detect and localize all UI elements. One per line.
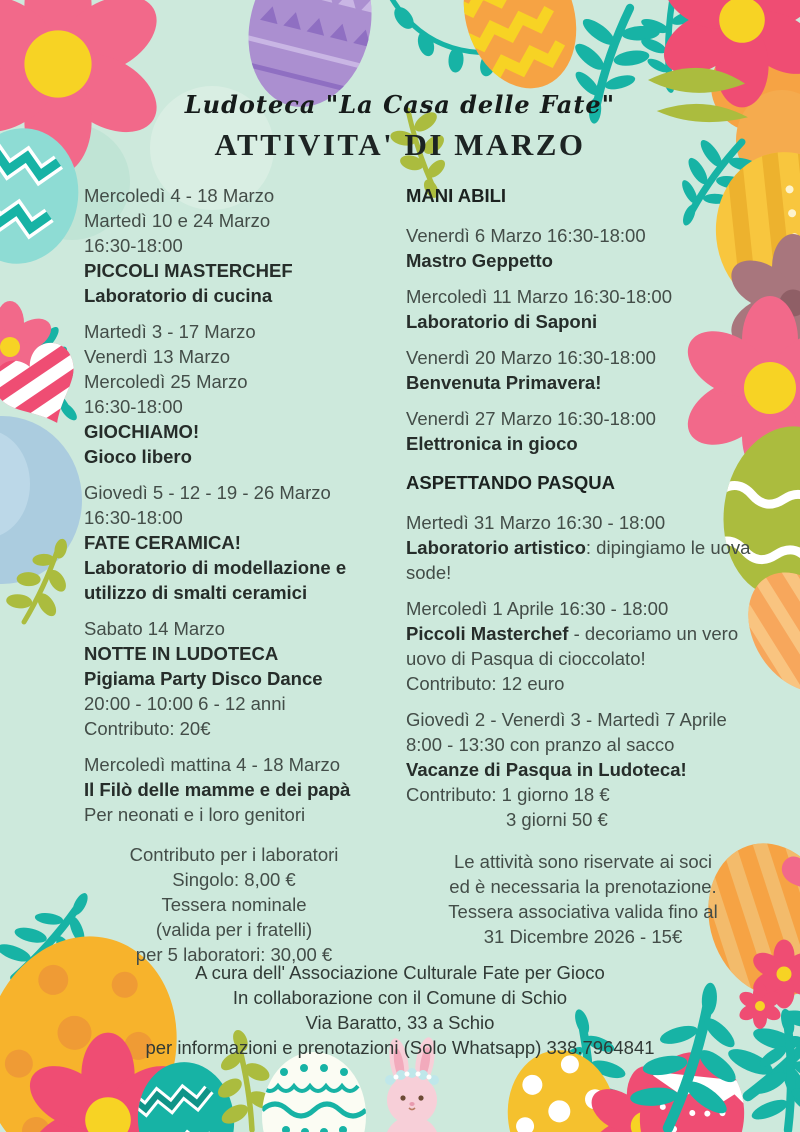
footer-line: In collaborazione con il Comune di Schio <box>232 987 568 1008</box>
event-date-line: Mertedì 31 Marzo 16:30 - 18:00 <box>406 512 666 533</box>
event-date-line: Mercoledì 25 Marzo <box>84 371 248 392</box>
event-description: : dipingiamo le uova sode! <box>406 537 751 583</box>
event-title: Mastro Geppetto <box>406 250 553 271</box>
fee-line: Tessera nominale <box>161 894 307 915</box>
note-line: Le attività sono riservate ai soci <box>453 851 713 872</box>
ludoteca-subtitle: Ludoteca "La Casa delle Fate" <box>184 90 616 119</box>
event-time-line: 16:30-18:00 <box>84 235 183 256</box>
event-piccoli-masterchef-pasqua <box>406 596 760 696</box>
event-date-line: Mercoledì mattina 4 - 18 Marzo <box>84 754 341 775</box>
fee-line: Contributo per i laboratori <box>129 844 339 865</box>
event-laboratorio-saponi <box>406 284 760 334</box>
event-time-line: 16:30-18:00 <box>84 507 183 528</box>
event-mastro-geppetto <box>406 223 760 273</box>
event-date-line: Mercoledì 1 Aprile 16:30 - 18:00 <box>406 598 669 619</box>
event-title: Elettronica in gioco <box>406 433 578 454</box>
footer-line: per informazioni e prenotazioni (Solo Whatsapp) 338.7964841 <box>145 1037 655 1058</box>
event-title: Benvenuta Primavera! <box>406 372 602 393</box>
event-date-line: Mercoledì 4 - 18 Marzo <box>84 185 275 206</box>
event-date-line: Giovedì 5 - 12 - 19 - 26 Marzo <box>84 482 331 503</box>
event-description: - decoriamo un vero uovo di Pasqua di cioccolato! <box>406 623 739 669</box>
fee-line: Singolo: 8,00 € <box>172 869 296 890</box>
decorated-egg-icon <box>262 1052 366 1132</box>
note-line: ed è necessaria la prenotazione. <box>449 876 717 897</box>
event-title: Piccoli Masterchef <box>406 623 569 644</box>
event-fee-line: Contributo: 20€ <box>84 718 211 739</box>
event-date-line: Venerdì 27 Marzo 16:30-18:00 <box>406 408 656 429</box>
event-time-line: 16:30-18:00 <box>84 396 183 417</box>
event-fee-line: Contributo: 12 euro <box>406 673 565 694</box>
page-title: ATTIVITA' DI MARZO <box>214 127 586 162</box>
event-title: Il Filò delle mamme e dei papà <box>84 779 351 800</box>
event-notte-in-ludoteca <box>84 616 384 741</box>
event-subtitle: Gioco libero <box>84 446 192 467</box>
section-title-mani-abili: MANI ABILI <box>406 185 507 206</box>
event-title: PICCOLI MASTERCHEF <box>84 260 293 281</box>
event-date-line: Martedì 3 - 17 Marzo <box>84 321 256 342</box>
event-date-line: Mercoledì 11 Marzo 16:30-18:00 <box>406 286 673 307</box>
right-column <box>406 183 760 978</box>
event-title: Vacanze di Pasqua in Ludoteca! <box>406 759 687 780</box>
event-piccoli-masterchef <box>84 183 384 308</box>
footer-credits <box>0 960 800 1060</box>
event-giochiamo <box>84 319 384 469</box>
event-description: Per neonati e i loro genitori <box>84 804 306 825</box>
footer-line: Via Baratto, 33 a Schio <box>305 1012 495 1033</box>
event-vacanze-pasqua <box>406 707 760 832</box>
event-title: Laboratorio artistico <box>406 537 586 558</box>
event-title-mixed <box>406 621 760 671</box>
event-fee-line: 3 giorni 50 € <box>506 809 608 830</box>
event-date-line: Venerdì 13 Marzo <box>84 346 231 367</box>
fees-note <box>84 842 384 967</box>
event-subtitle: Pigiama Party Disco Dance <box>84 668 323 689</box>
event-fee-line: Contributo: 1 giorno 18 € <box>406 784 610 805</box>
masthead <box>0 0 800 163</box>
event-title-mixed <box>406 535 760 585</box>
note-line: 31 Dicembre 2026 - 15€ <box>483 926 683 947</box>
event-time-line: 20:00 - 10:00 6 - 12 anni <box>84 693 286 714</box>
event-time-line: 8:00 - 13:30 con pranzo al sacco <box>406 734 675 755</box>
event-filo-mamme-papa <box>84 752 384 827</box>
event-title: NOTTE IN LUDOTECA <box>84 643 279 664</box>
event-subtitle: Laboratorio di modellazione e utilizzo di smalti ceramici <box>84 557 347 603</box>
event-subtitle: Laboratorio di cucina <box>84 285 273 306</box>
footer-line: A cura dell' Associazione Culturale Fate per Gioco <box>195 962 605 983</box>
event-date-line: Giovedì 2 - Venerdì 3 - Martedì 7 Aprile <box>406 709 727 730</box>
event-laboratorio-artistico <box>406 510 760 585</box>
event-title: GIOCHIAMO! <box>84 421 200 442</box>
left-column <box>84 183 384 978</box>
event-elettronica-in-gioco <box>406 406 760 456</box>
event-date-line: Sabato 14 Marzo <box>84 618 225 639</box>
event-date-line: Venerdì 20 Marzo 16:30-18:00 <box>406 347 656 368</box>
event-benvenuta-primavera <box>406 345 760 395</box>
event-fate-ceramica <box>84 480 384 605</box>
event-date-line: Martedì 10 e 24 Marzo <box>84 210 271 231</box>
fee-line: per 5 laboratori: 30,00 € <box>135 944 333 965</box>
fee-line: (valida per i fratelli) <box>155 919 313 940</box>
content <box>0 163 800 978</box>
section-title-aspettando-pasqua: ASPETTANDO PASQUA <box>406 472 615 493</box>
event-title: FATE CERAMICA! <box>84 532 241 553</box>
event-title: Laboratorio di Saponi <box>406 311 598 332</box>
event-date-line: Venerdì 6 Marzo 16:30-18:00 <box>406 225 646 246</box>
note-line: Tessera associativa valida fino al <box>448 901 718 922</box>
membership-note <box>406 849 760 949</box>
